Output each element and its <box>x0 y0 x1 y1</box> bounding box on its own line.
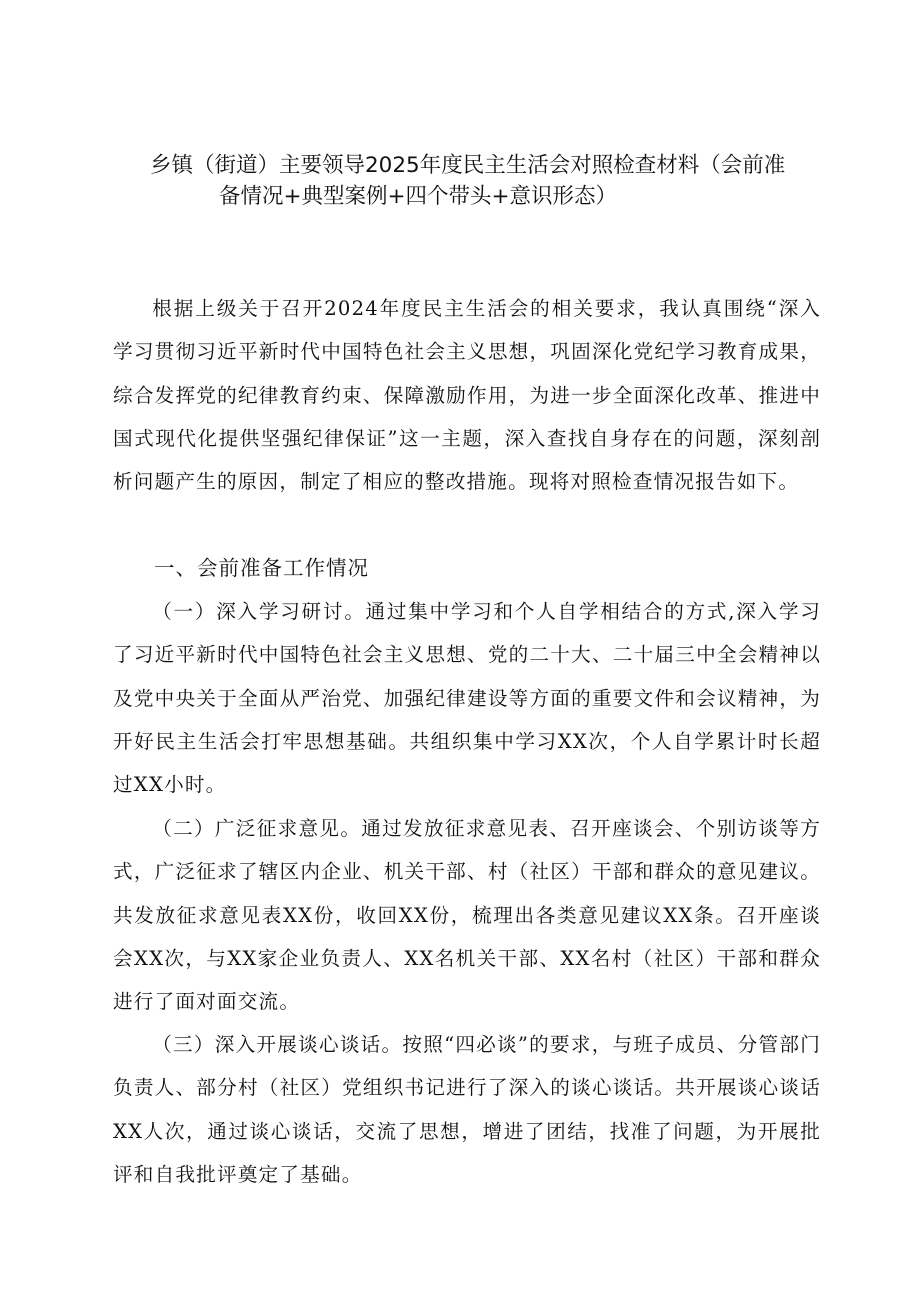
section-1-paragraph-2-block <box>113 807 821 1023</box>
section-1-paragraph-1-block <box>113 590 821 806</box>
section-1-paragraph-1: （一）深入学习研讨。通过集中学习和个人自学相结合的方式,深入学习了习近平新时代中国特色社会主义思想、党的二十大、二十届三中全会精神以及党中央关于全面从严治党、加强纪律建设等方面的重要文件和会议精神，为开好民主生活会打牢思想基础。共组织集中学习XX次，个人自学累计时长超过XX小时。 <box>113 600 821 797</box>
document-title <box>150 150 850 212</box>
intro-paragraph-block <box>113 287 821 503</box>
section-1-paragraph-3: （三）深入开展谈心谈话。按照“四必谈”的要求，与班子成员、分管部门负责人、部分村（社区）党组织书记进行了深入的谈心谈话。共开展谈心谈话XX人次，通过谈心谈话，交流了思想，增进了团结，找准了问题，为开展批评和自我批评奠定了基础。 <box>113 1033 821 1186</box>
section-1-paragraph-3-block <box>113 1023 821 1196</box>
title-line-2: 备情况+典型案例+四个带头+意识形态） <box>219 184 618 209</box>
intro-paragraph: 根据上级关于召开2024年度民主生活会的相关要求，我认真围绕“深入学习贯彻习近平新时代中国特色社会主义思想，巩固深化党纪学习教育成果，综合发挥党的纪律教育约束、保障激励作用，为进一步全面深化改革、推进中国式现代化提供坚强纪律保证”这一主题，深入查找自身存在的问题，深刻剖析问题产生的原因，制定了相应的整改措施。现将对照检查情况报告如下。 <box>113 297 821 494</box>
section-1-heading: 一、会前准备工作情况 <box>154 556 369 580</box>
section-1-heading-block <box>113 547 821 590</box>
title-line-1: 乡镇（街道）主要领导2025年度民主生活会对照检查材料（会前准 <box>150 153 786 178</box>
section-1-paragraph-2: （二）广泛征求意见。通过发放征求意见表、召开座谈会、个别访谈等方式，广泛征求了辖区内企业、机关干部、村（社区）干部和群众的意见建议。共发放征求意见表XX份，收回XX份，梳理出各类意见建议XX条。召开座谈会XX次，与XX家企业负责人、XX名机关干部、XX名村（社区）干部和群众进行了面对面交流。 <box>113 817 821 1014</box>
